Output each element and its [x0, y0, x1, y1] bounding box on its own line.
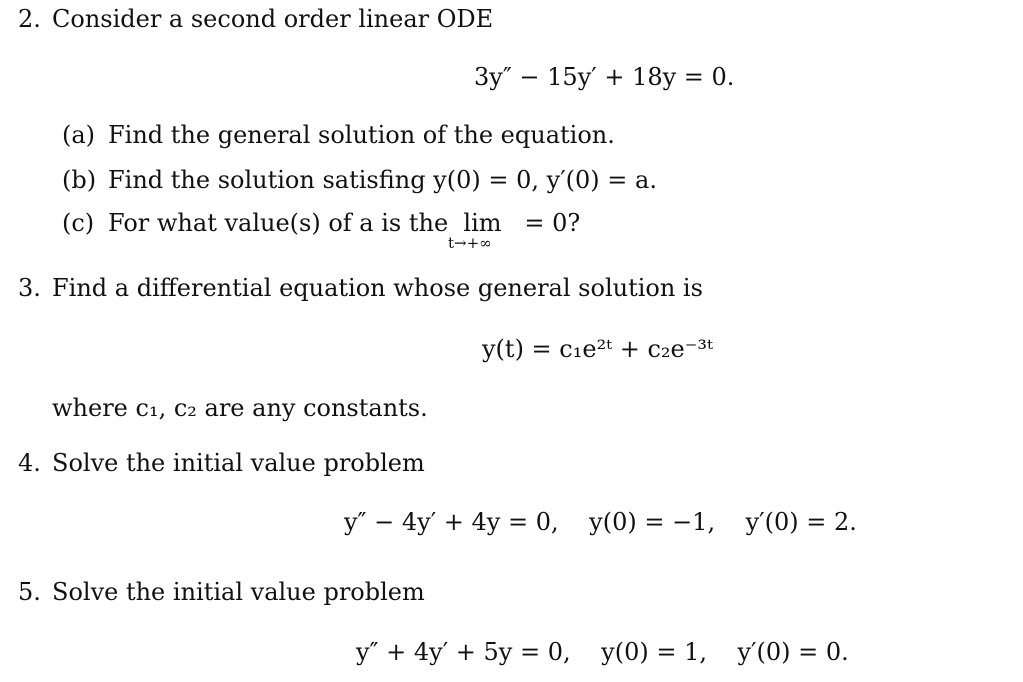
problem-2-part-b	[62, 165, 657, 195]
problem-4-equation: y″ − 4y′ + 4y = 0, y(0) = −1, y′(0) = 2.	[344, 508, 857, 536]
problem-2-heading	[18, 4, 493, 34]
problem-4-intro: Solve the initial value problem	[52, 449, 425, 477]
problem-5-intro: Solve the initial value problem	[52, 578, 425, 606]
part-c-label: (c)	[62, 209, 95, 237]
problem-4-heading	[18, 448, 425, 478]
problem-2-part-a	[62, 120, 615, 150]
problem-3-number: 3.	[18, 274, 41, 302]
problem-2-equation: 3y″ − 15y′ + 18y = 0.	[474, 63, 735, 91]
problem-5-heading	[18, 577, 425, 607]
problem-3-equation: y(t) = c₁e²ᵗ + c₂e⁻³ᵗ	[482, 335, 713, 363]
part-a-label: (a)	[62, 121, 96, 149]
part-a-text: Find the general solution of the equation.	[108, 121, 615, 149]
problem-3-heading	[18, 273, 703, 303]
problem-2-intro: Consider a second order linear ODE	[52, 5, 494, 33]
problem-5-number: 5.	[18, 578, 41, 606]
problem-3-note: where c₁, c₂ are any constants.	[52, 394, 428, 422]
problem-2-number: 2.	[18, 5, 41, 33]
part-b-label: (b)	[62, 166, 97, 194]
problem-4-number: 4.	[18, 449, 41, 477]
part-b-text: Find the solution satisfing y(0) = 0, y′(0) = a.	[108, 166, 657, 194]
problem-5-equation: y″ + 4y′ + 5y = 0, y(0) = 1, y′(0) = 0.	[356, 638, 849, 666]
problem-2-part-c	[62, 208, 580, 238]
limit-subscript: t→+∞	[448, 234, 492, 252]
problem-3-intro: Find a differential equation whose general solution is	[52, 274, 703, 302]
part-c-text: For what value(s) of a is the lim = 0?	[108, 209, 581, 237]
